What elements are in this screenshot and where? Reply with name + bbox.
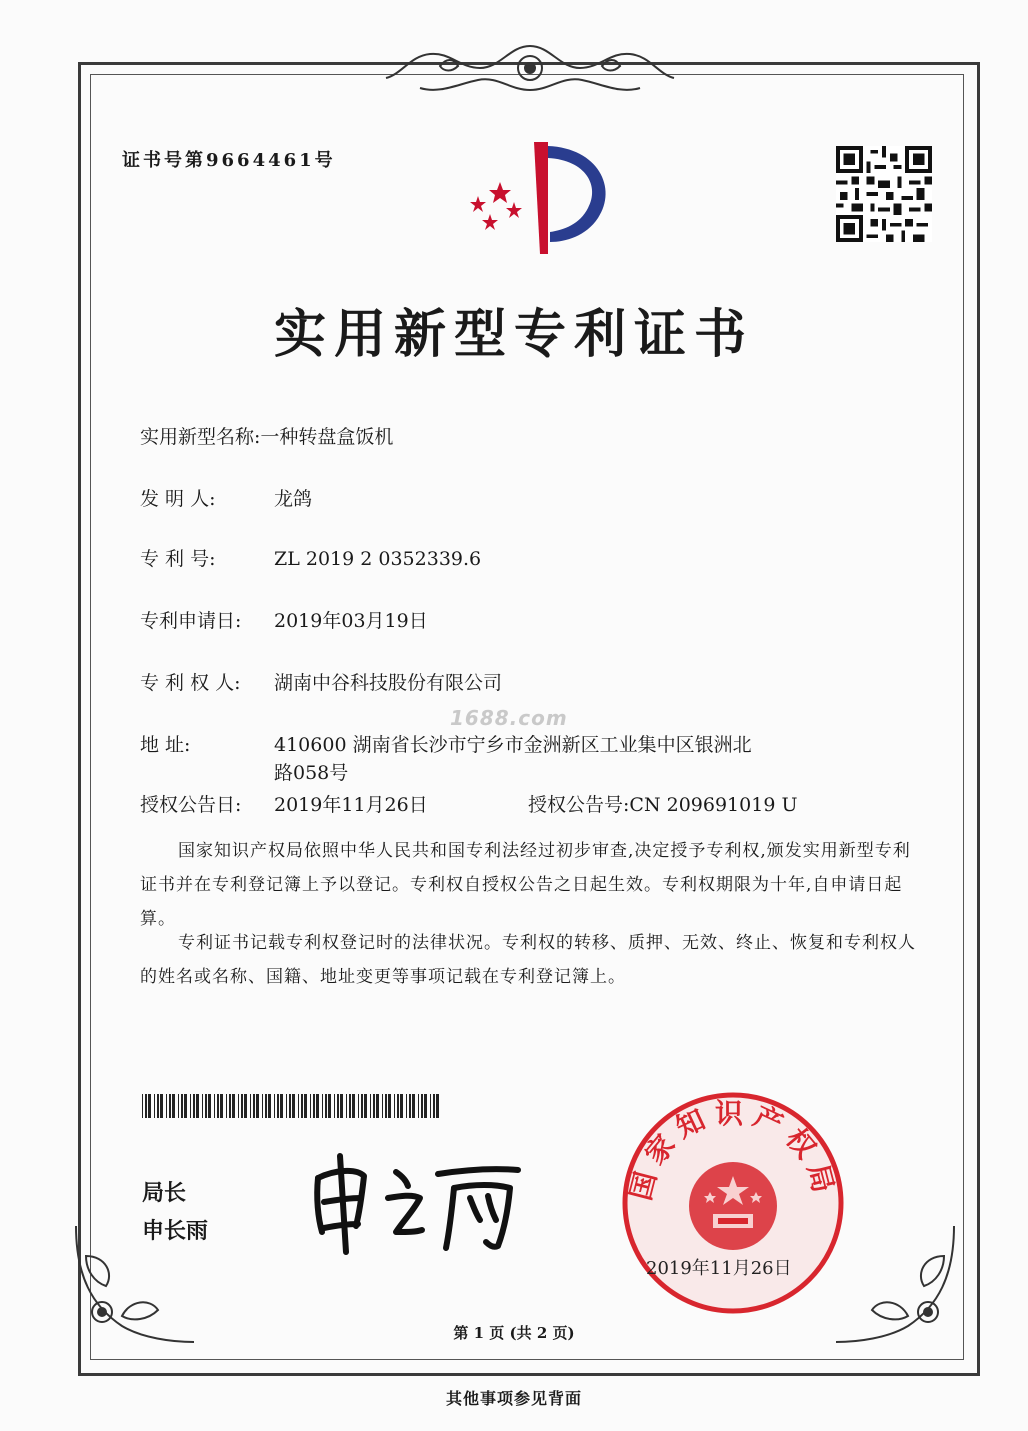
barcode-bar	[274, 1094, 275, 1118]
barcode-bar	[166, 1094, 167, 1118]
barcode-bar	[337, 1094, 339, 1118]
page-number: 第 1 页 (共 2 页)	[453, 1324, 575, 1342]
inventor-label: 发 明 人:	[140, 488, 216, 510]
barcode-bar	[145, 1094, 147, 1118]
address-line1: 410600 湖南省长沙市宁乡市金洲新区工业集中区银洲北	[274, 734, 752, 756]
barcode-bar	[325, 1094, 327, 1118]
barcode-bar	[169, 1094, 171, 1118]
barcode-bar	[334, 1094, 335, 1118]
watermark: 1688.com	[450, 706, 568, 730]
barcode-bar	[190, 1094, 191, 1118]
barcode-bar	[157, 1094, 159, 1118]
barcode-bar	[421, 1094, 423, 1118]
patent-number-label: 专 利 号:	[140, 548, 216, 570]
barcode-bar	[436, 1094, 439, 1118]
grant-date-value: 2019年11月26日	[274, 794, 428, 816]
barcode-bar	[430, 1094, 431, 1118]
barcode-bar	[352, 1094, 355, 1118]
barcode-bar	[196, 1094, 199, 1118]
barcode-bar	[376, 1094, 379, 1118]
barcode-bar	[205, 1094, 207, 1118]
barcode-bar	[397, 1094, 399, 1118]
barcode-bar	[265, 1094, 267, 1118]
official-seal-icon	[618, 1088, 848, 1318]
barcode-bar	[370, 1094, 371, 1118]
barcode-bar	[289, 1094, 291, 1118]
utility-model-name-row	[140, 424, 393, 450]
certificate-title: 实用新型专利证书	[273, 304, 754, 365]
seal-text: 国家知识产权局	[623, 1096, 843, 1204]
barcode-bar	[313, 1094, 315, 1118]
barcode-bar	[340, 1094, 343, 1118]
barcode-bar	[382, 1094, 383, 1118]
cnipa-logo-icon	[448, 138, 618, 258]
utility-model-name-value: 一种转盘盒饭机	[260, 426, 394, 448]
barcode-bar	[316, 1094, 319, 1118]
barcode-bar	[238, 1094, 239, 1118]
barcode-bar	[349, 1094, 351, 1118]
barcode-bar	[250, 1094, 251, 1118]
barcode-bar	[424, 1094, 427, 1118]
barcode-bar	[373, 1094, 375, 1118]
legal-status-paragraph: 专利证书记载专利权登记时的法律状况。专利权的转移、质押、无效、终止、恢复和专利权人的姓名或名称、国籍、地址变更等事项记载在专利登记簿上。	[140, 933, 916, 987]
barcode-bar	[304, 1094, 307, 1118]
footer-note: 其他事项参见背面	[445, 1389, 582, 1408]
barcode-bar	[277, 1094, 279, 1118]
director-title: 局长	[142, 1181, 187, 1206]
barcode-bar	[301, 1094, 303, 1118]
inventor-row	[140, 486, 312, 512]
filing-date-label: 专利申请日:	[140, 610, 242, 632]
certificate-number: 证书号第9664461号	[122, 150, 336, 171]
barcode-bar	[394, 1094, 395, 1118]
barcode-bar	[142, 1094, 143, 1118]
top-ornament	[380, 38, 680, 98]
barcode-bar	[388, 1094, 391, 1118]
barcode-bar	[358, 1094, 359, 1118]
barcode-bar	[160, 1094, 163, 1118]
barcode-bar	[385, 1094, 387, 1118]
grant-statement-paragraph: 国家知识产权局依照中华人民共和国专利法经过初步审查,决定授予专利权,颁发实用新型专利证书并在专利登记簿上予以登记。专利权自授权公告之日起生效。专利权期限为十年,自申请日起算。	[140, 841, 911, 929]
barcode-bar	[217, 1094, 219, 1118]
barcode-bar	[286, 1094, 287, 1118]
barcode-bar	[409, 1094, 411, 1118]
barcode-bar	[364, 1094, 367, 1118]
barcode-bar	[298, 1094, 299, 1118]
filing-date-value: 2019年03月19日	[274, 610, 428, 632]
barcode-bar	[178, 1094, 179, 1118]
barcode-bar	[310, 1094, 311, 1118]
seal-date: 2019年11月26日	[646, 1258, 792, 1279]
barcode-bar	[226, 1094, 227, 1118]
barcode-bar	[232, 1094, 235, 1118]
barcode-bar	[193, 1094, 195, 1118]
barcode-bar	[361, 1094, 363, 1118]
barcode-bar	[418, 1094, 419, 1118]
barcode-bar	[406, 1094, 407, 1118]
barcode-bar	[280, 1094, 283, 1118]
barcode-bar	[400, 1094, 403, 1118]
grant-date-row	[140, 792, 428, 818]
barcode-bar	[208, 1094, 211, 1118]
grant-number-value: CN 209691019 U	[629, 794, 798, 816]
patentee-value: 湖南中谷科技股份有限公司	[274, 672, 503, 694]
grant-number-row	[528, 792, 797, 818]
grant-date-label: 授权公告日:	[140, 794, 242, 816]
patent-number-value: ZL 2019 2 0352339.6	[274, 548, 482, 570]
barcode-bar	[202, 1094, 203, 1118]
barcode-bar	[220, 1094, 223, 1118]
barcode-bar	[268, 1094, 271, 1118]
inventor-value: 龙鸽	[274, 488, 313, 510]
barcode-bar	[322, 1094, 323, 1118]
barcode-bar	[412, 1094, 415, 1118]
patentee-label: 专 利 权 人:	[140, 672, 241, 694]
director-signature	[304, 1148, 534, 1258]
barcode-bar	[262, 1094, 263, 1118]
barcode-bar	[256, 1094, 259, 1118]
address-label: 地 址:	[140, 734, 191, 756]
filing-date-row	[140, 608, 428, 634]
barcode-bar	[433, 1094, 435, 1118]
barcode-bar	[184, 1094, 187, 1118]
barcode-bar	[148, 1094, 151, 1118]
address-line2: 路058号	[274, 762, 349, 784]
barcode-bar	[241, 1094, 243, 1118]
utility-model-name-label: 实用新型名称:	[140, 426, 261, 448]
barcode-bar	[346, 1094, 347, 1118]
barcode-bar	[154, 1094, 155, 1118]
barcode-bar	[214, 1094, 215, 1118]
barcode-bar	[328, 1094, 331, 1118]
barcode-bar	[292, 1094, 295, 1118]
barcode-bar	[172, 1094, 175, 1118]
address-row	[140, 732, 752, 758]
barcode-bar	[253, 1094, 255, 1118]
barcode-bar	[244, 1094, 247, 1118]
barcode-icon	[142, 1094, 442, 1118]
patent-number-row	[140, 546, 481, 572]
director-name: 申长雨	[142, 1219, 209, 1244]
barcode-bar	[229, 1094, 231, 1118]
patentee-row	[140, 670, 502, 696]
grant-number-label: 授权公告号:	[528, 794, 630, 816]
barcode-bar	[181, 1094, 183, 1118]
qr-code-icon	[836, 146, 932, 242]
